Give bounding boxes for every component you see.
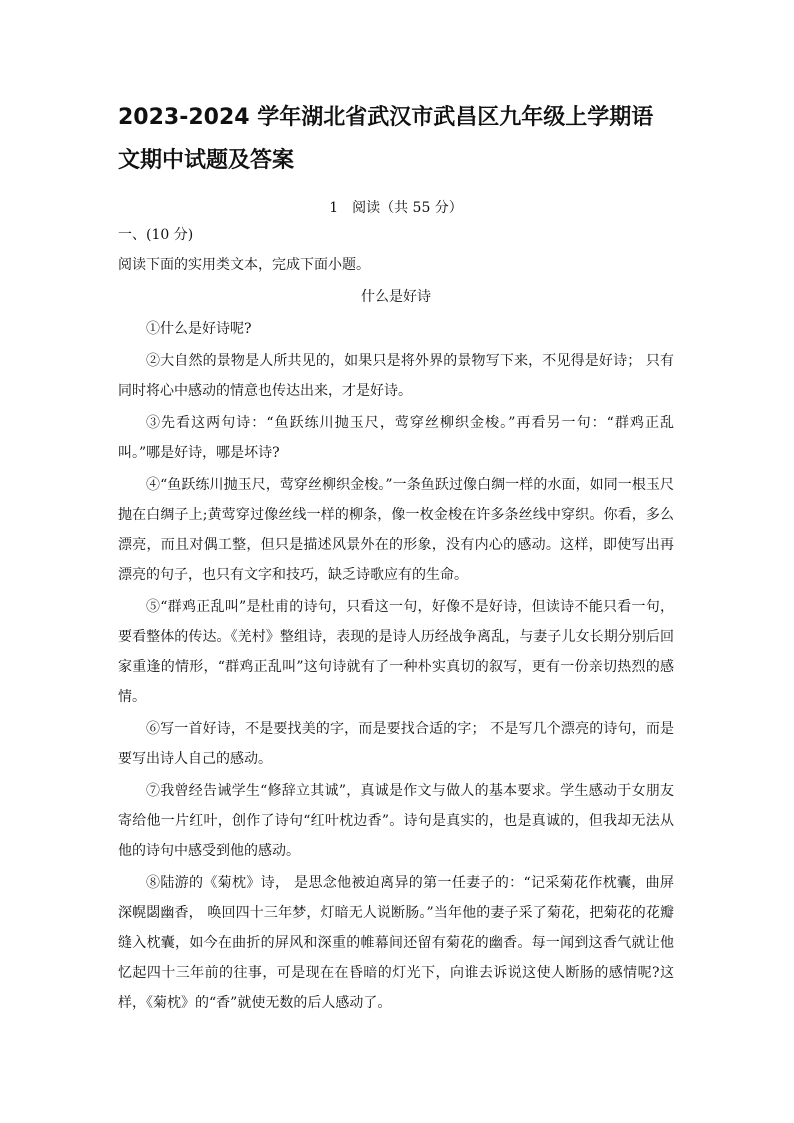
paragraph-7: ⑦我曾经告诫学生“修辞立其诚”，真诚是作文与做人的基本要求。学生感动于女朋友寄给他一片红叶，创作了诗句“红叶枕边香”。诗句是真实的，也是真诚的，但我却无法从他的诗句中感受到他的感动。 xyxy=(118,783,674,859)
document-page xyxy=(118,96,674,1018)
paragraph-4: ④“鱼跃练川抛玉尺，莺穿丝柳织金梭。”一条鱼跃过像白绸一样的水面，如同一根玉尺抛在白绸子上;黄莺穿过像丝线一样的柳条，像一枚金梭在许多条丝线中穿织。你看，多么漂亮，而且对偶工整，但只是描述风景外在的形象，没有内心的感动。这样，即使写出再漂亮的句子，也只有文字和技巧，缺乏诗歌应有的生命。 xyxy=(118,477,674,583)
paragraph-1: ①什么是好诗呢? xyxy=(146,321,252,337)
paragraph-5: ⑤“群鸡正乱叫”是杜甫的诗句，只看这一句，好像不是好诗，但读诗不能只看一句，要看整体的传达。《羌村》整组诗，表现的是诗人历经战争离乱，与妻子儿女长期分别后回家重逢的情形，“群鸡正乱叫”这句诗就有了一种朴实真切的叙写，更有一份亲切热烈的感情。 xyxy=(118,599,674,705)
instruction-text: 阅读下面的实用类文本，完成下面小题。 xyxy=(118,257,370,273)
document-title: 2023-2024 学年湖北省武汉市武昌区九年级上学期语文期中试题及答案 xyxy=(118,105,654,173)
part-label: 一、(10 分) xyxy=(118,227,194,243)
paragraph-8: ⑧陆游的《菊枕》诗， 是思念他被迫离异的第一任妻子的：“记采菊花作枕囊，曲屏深幌閟幽香， 唤回四十三年梦，灯暗无人说断肠。”当年他的妻子采了菊花，把菊花的花瓣缝入枕囊，如今在曲折的屏风和深重的帷幕间还留有菊花的幽香。每一闻到这香气就让他忆起四十三年前的往事，可是现在在昏暗的灯光下，向谁去诉说这使人断肠的感情呢?这样，《菊枕》的“香”就使无数的后人感动了。 xyxy=(118,875,674,1011)
section-heading: 1 阅读（共 55 分） xyxy=(329,200,463,216)
article-title: 什么是好诗 xyxy=(361,289,431,305)
paragraph-6: ⑥写一首好诗，不是要找美的字，而是要找合适的字； 不是写几个漂亮的诗句，而是要写出诗人自己的感动。 xyxy=(118,721,674,767)
paragraph-2: ②大自然的景物是人所共见的，如果只是将外界的景物写下来，不见得是好诗； 只有同时将心中感动的情意也传达出来，才是好诗。 xyxy=(118,353,674,399)
paragraph-3: ③先看这两句诗：“鱼跃练川抛玉尺，莺穿丝柳织金梭。”再看另一句：“群鸡正乱叫。”哪是好诗，哪是坏诗? xyxy=(118,415,674,461)
